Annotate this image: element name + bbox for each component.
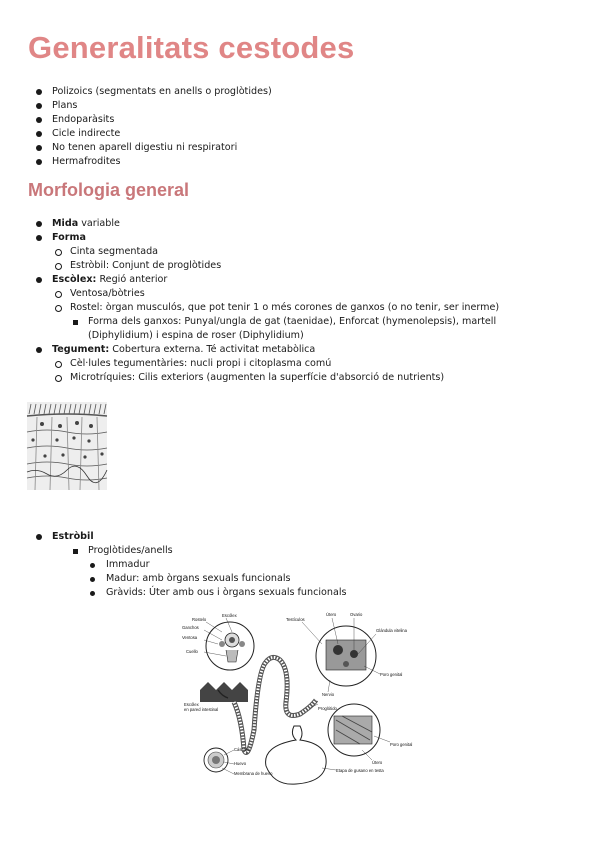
list-item: Microtríquies: Cilis exteriors (augmenten la superfície d'absorció de nutrients) [0,371,600,385]
tegument-histology-image [27,402,107,490]
bullet-icon [36,235,42,241]
label-huevo: Huevo [234,761,247,766]
bullet-icon [90,591,95,596]
list-item: Ventosa/bòtries [0,287,600,301]
label-escolex-top: Escólex [222,613,237,618]
label-utero: Útero [326,612,337,617]
bullet-icon [36,347,42,353]
label-ventosa: Ventosa [182,635,198,640]
list-item: Endoparàsits [0,113,600,127]
label-membrana: Membrana de huevo [234,771,273,776]
label-utero2: Útero [372,760,383,765]
tapeworm-anatomy-diagram [182,610,413,790]
label-escolex-sub: en pared intestinal [184,707,219,712]
circle-bullet-icon [55,249,62,256]
list-item: No tenen aparell digestiu ni respiratori [0,141,600,155]
intro-list [0,85,600,169]
label-proglotido: Proglótido [318,706,337,711]
bullet-icon [90,563,95,568]
list-item: Cinta segmentada [0,245,600,259]
bullet-icon [36,103,42,109]
list-item: Estròbil: Conjunt de proglòtides [0,259,600,273]
bullet-icon [36,534,42,540]
square-bullet-icon [73,320,78,325]
list-item-tegument: Tegument: Cobertura externa. Té activitat metabòlica [0,343,600,357]
list-item: Immadur [0,558,600,572]
label-escolex: Escólex [184,702,199,707]
bullet-icon [36,159,42,165]
list-item: Cicle indirecte [0,127,600,141]
bullet-icon [36,117,42,123]
label-poro: Poro genital [380,672,403,677]
list-item-estrobil: Estròbil [0,530,600,544]
label-cascara: Cáscara [234,747,250,752]
bullet-icon [36,131,42,137]
bullet-icon [36,145,42,151]
list-item: Forma dels ganxos: Punyal/ungla de gat (taenidae), Enforcat (hymenolepsis), martell (Diphylidium) i espina de roser (Diphylidium) [0,315,553,343]
list-item: Cèl·lules tegumentàries: nucli propi i citoplasma comú [0,357,600,371]
label-glandula: Glándula vitelina [376,628,407,633]
list-item-mida: Mida variable [0,217,600,231]
list-item: Polizoics (segmentats en anells o proglòtides) [0,85,600,99]
circle-bullet-icon [55,361,62,368]
bullet-icon [36,89,42,95]
list-item: Hermafrodites [0,155,600,169]
square-bullet-icon [73,549,78,554]
list-item: Rostel: òrgan musculós, que pot tenir 1 o més corones de ganxos (o no tenir, ser inerme) [0,301,600,315]
list-item: Plans [0,99,600,113]
estrobil-list [0,530,600,600]
list-item: Gràvids: Úter amb ous i òrgans sexuals funcionals [0,586,600,600]
label-nervio: Nervio [322,692,335,697]
label-testiculos: Testículos [286,617,305,622]
list-item-escolex: Escòlex: Regió anterior [0,273,600,287]
list-item-forma: Forma [0,231,600,245]
circle-bullet-icon [55,263,62,270]
list-item: Madur: amb òrgans sexuals funcionals [0,572,600,586]
label-ovario: Ovario [350,612,363,617]
label-poro2: Poro genital [390,742,413,747]
page-title: Generalitats cestodes [28,30,355,65]
bullet-icon [36,277,42,283]
circle-bullet-icon [55,291,62,298]
bullet-icon [90,577,95,582]
label-ganchos: Ganchos [182,625,199,630]
label-cuello: Cuello [186,649,198,654]
bullet-icon [36,221,42,227]
circle-bullet-icon [55,305,62,312]
list-item: Proglòtides/anells [0,544,600,558]
morphology-list [0,217,600,385]
section-heading: Morfologia general [28,180,190,200]
circle-bullet-icon [55,375,62,382]
label-rostelo: Rostelo [192,617,207,622]
label-etapa: Etapa de gusano en testa [336,768,384,773]
